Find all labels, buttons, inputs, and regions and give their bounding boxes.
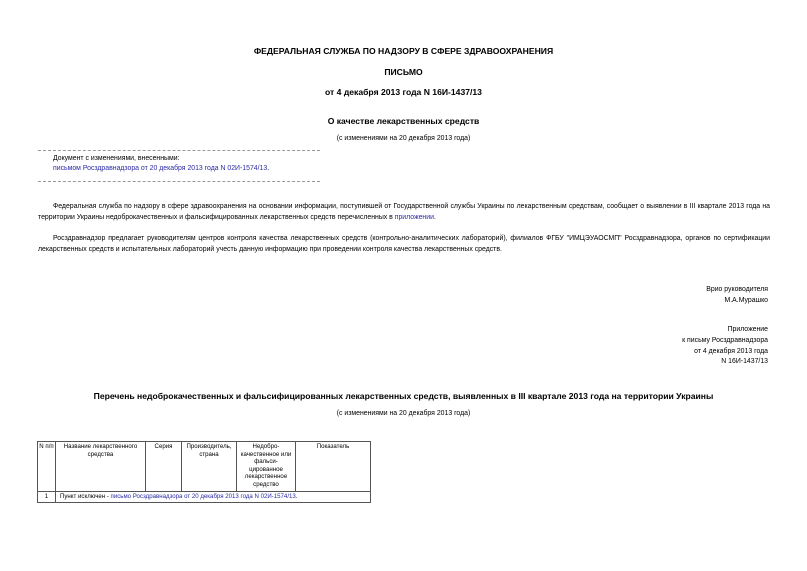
table-row	[38, 491, 371, 503]
paragraph-1-text: Федеральная служба по надзору в сфере здравоохранения на основании информации, поступившей от Государственной службы Украины по лекарственным средствам, сообщает о выявлении в III квартале 2013 года на территории Украины недоброкачественных и фальсифицированных лекарственных средств перечисленных в	[38, 203, 770, 221]
appendix-table	[37, 441, 371, 503]
row-link-suffix: .	[295, 492, 298, 500]
signatory-name: М.А.Мурашко	[724, 296, 768, 304]
document-subject: О качестве лекарственных средств	[327, 116, 480, 126]
document-date-number: от 4 декабря 2013 года N 16И-1437/13	[325, 87, 482, 97]
row-excluded-text: Пункт исключен -	[60, 492, 111, 500]
row-number: 1	[38, 491, 56, 503]
appendix-ref-line-2: к письму Росздравнадзора	[682, 336, 768, 344]
amending-letter-link[interactable]: письмом Росздравнадзора от 20 декабря 2013 года N 02И-1574/13	[53, 165, 268, 172]
changes-note: (с изменениями на 20 декабря 2013 года)	[336, 135, 471, 142]
appendix-changes-note: (с изменениями на 20 декабря 2013 года)	[336, 410, 471, 417]
signature-block	[706, 285, 768, 307]
changes-box-bottom-divider	[38, 181, 320, 183]
document-type: ПИСЬМО	[384, 67, 423, 77]
header-cell-number: N п/п	[38, 442, 56, 492]
header-cell-quality-status: Недобро-качественное или фальси-цированное лекарственное средство	[237, 442, 296, 492]
link-suffix: .	[267, 165, 270, 172]
paragraph-2: Росздравнадзор предлагает руководителям центров контроля качества лекарственных средств (контрольно-аналитических лабораторий), филиалов ФГБУ "ИМЦЭУАОСМП" Росздравнадзора, органов по сертификации лекарственных средств и испытательных лабораторий учесть данную информацию при проведении контроля качества лекарственных средств.	[38, 235, 770, 253]
appendix-title: Перечень недоброкачественных и фальсифицированных лекарственных средств, выявленных в III квартале 2013 года на территории Украины	[93, 391, 714, 401]
appendix-link[interactable]: приложении	[394, 214, 434, 221]
signatory-title: Врио руководителя	[706, 286, 768, 293]
changes-box-link-line	[53, 165, 269, 172]
appendix-reference	[682, 325, 768, 368]
appendix-ref-line-4: N 16И-1437/13	[721, 358, 768, 366]
header-cell-indicator: Показатель	[296, 442, 371, 492]
header-cell-drug-name: Название лекарственного средства	[56, 442, 146, 492]
appendix-ref-line-3: от 4 декабря 2013 года	[694, 347, 768, 355]
table-header-row	[38, 442, 371, 492]
appendix-ref-line-1: Приложение	[727, 326, 768, 333]
paragraph-1-end: .	[433, 214, 436, 221]
header-cell-series: Серия	[146, 442, 182, 492]
paragraph-1	[38, 201, 770, 223]
agency-title: ФЕДЕРАЛЬНАЯ СЛУЖБА ПО НАДЗОРУ В СФЕРЕ ЗДРАВООХРАНЕНИЯ	[253, 46, 554, 56]
row-amending-letter-link[interactable]: письмо Росздравнадзора от 20 декабря 2013 года N 02И-1574/13	[110, 492, 296, 500]
header-cell-manufacturer: Производитель, страна	[182, 442, 237, 492]
changes-box-top-divider	[38, 150, 320, 152]
row-excluded-note	[56, 491, 371, 503]
changes-box-label: Документ с изменениями, внесенными:	[53, 155, 180, 162]
